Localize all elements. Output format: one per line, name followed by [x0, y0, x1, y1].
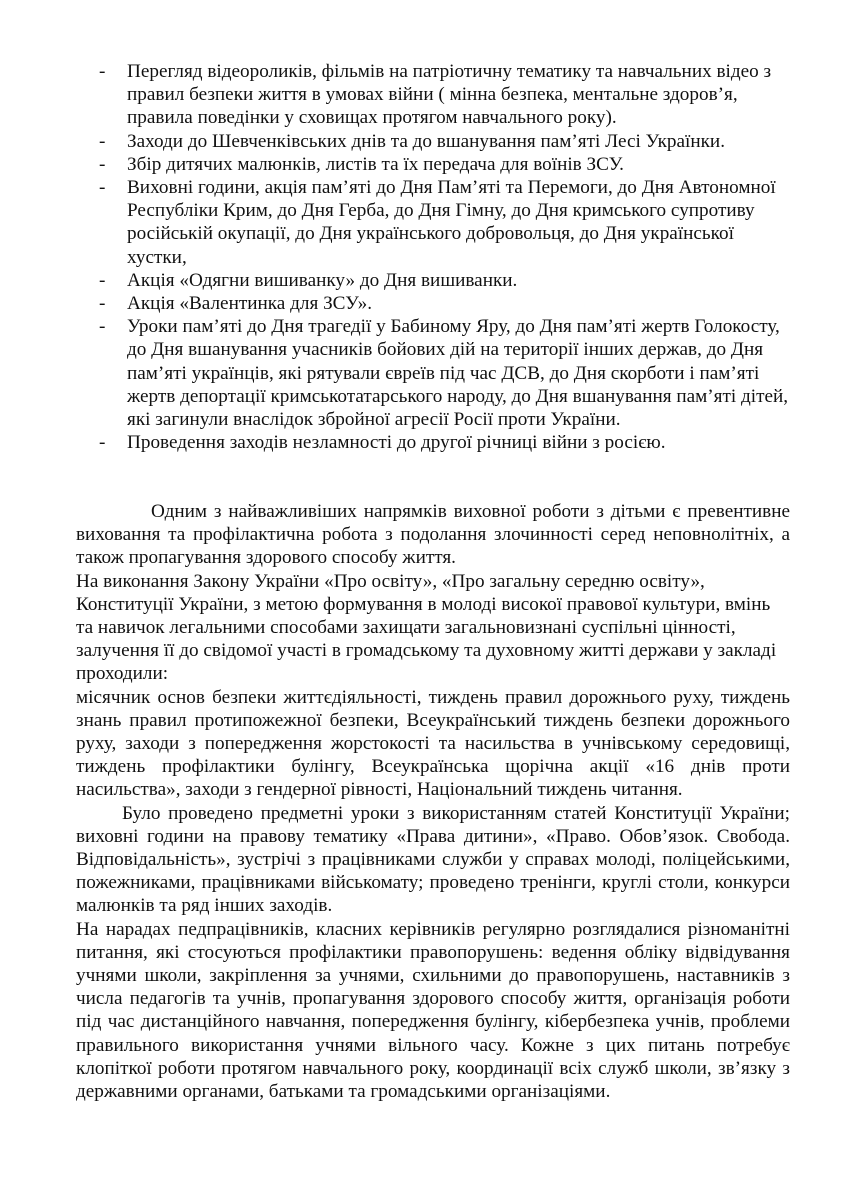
- bullet-item: [96, 153, 796, 176]
- paragraph-legal-basis: На виконання Закону України «Про освіту», «Про загальну середню освіту», Конституції України, з метою формування в молоді високої правової культури, вмінь та навичок легальними способами захищати загальновизнані суспільні цінності, залучення її до свідомої участі в громадському та духовному житті держави у закладі проходили:: [76, 570, 777, 685]
- dash-bullet-icon: -: [99, 316, 106, 338]
- dash-bullet-icon: -: [99, 269, 106, 291]
- dash-bullet-icon: -: [99, 293, 106, 315]
- paragraph-meetings: На нарадах педпрацівників, класних керівників регулярно розглядалися різноманітні питання, які стосуються профілактики правопорушень: ведення обліку відвідування учнями школи, закріплення за учнями, схильними до правопорушень, наставників з числа педагогів та учнів, пропагування здорового способу життя, організація роботи під час дистанційного навчання, попередження булінгу, кібербезпека учнів, проблеми правильного використання учнями вільного часу. Кожне з цих питань потребує клопіткої роботи протягом навчального року, координації всіх служб школи, зв’язку з державними органами, батьками та громадськими організаціями.: [76, 918, 790, 1103]
- bullet-text: Акція «Валентинка для ЗСУ».: [127, 293, 372, 315]
- dash-bullet-icon: -: [99, 61, 106, 82]
- activities-bullet-list: [96, 60, 796, 454]
- paragraph-events-list: місячник основ безпеки життєдіяльності, тиждень правил дорожнього руху, тиждень знань правил протипожежної безпеки, Всеукраїнський тиждень безпеки дорожнього руху, заходи з попередження жорстокості та насильства в учнівському середовищі, тиждень профілактики булінгу, Всеукраїнська щорічна акції «16 днів проти насильства», заходи з гендерної рівності, Національний тиждень читання.: [76, 686, 790, 801]
- bullet-text: Заходи до Шевченківських днів та до вшанування пам’яті Лесі Українки.: [127, 130, 725, 152]
- body-text: [76, 500, 790, 1103]
- bullet-item: [96, 60, 796, 130]
- bullet-text: Збір дитячих малюнків, листів та їх передача для воїнів ЗСУ.: [127, 153, 624, 175]
- paragraph-lessons: Було проведено предметні уроки з використанням статей Конституції України; виховні години на правову тематику «Права дитини», «Право. Обов’язок. Свобода. Відповідальність», зустрічі з працівниками служби у справах молоді, поліцейськими, пожежниками, працівниками військомату; проведено тренінги, круглі столи, конкурси малюнків та ряд інших заходів.: [76, 802, 790, 917]
- dash-bullet-icon: -: [99, 153, 106, 175]
- bullet-item: [96, 269, 796, 292]
- bullet-text: Проведення заходів незламності до другої річниці війни з росією.: [127, 432, 666, 454]
- paragraph-prevention: Одним з найважливіших напрямків виховної роботи з дітьми є превентивне виховання та профілактична робота з подолання злочинності серед неповнолітніх, а також пропагування здорового способу життя.: [76, 501, 790, 569]
- dash-bullet-icon: -: [99, 432, 106, 454]
- bullet-item: [96, 431, 796, 454]
- bullet-item: [96, 315, 796, 431]
- bullet-item: [96, 130, 796, 153]
- bullet-text: Виховні години, акція пам’яті до Дня Пам’яті та Перемоги, до Дня Автономної Республіки Крим, до Дня Герба, до Дня Гімну, до Дня кримського супротиву російській окупації, до Дня українського добровольця, до Дня української хустки,: [127, 177, 776, 268]
- bullet-text: Перегляд відеороликів, фільмів на патріотичну тематику та навчальних відео з правил безпеки життя в умовах війни ( мінна безпека, ментальне здоров’я, правила поведінки у сховищах протягом навчального року).: [127, 61, 772, 129]
- dash-bullet-icon: -: [99, 177, 106, 199]
- bullet-item: [96, 292, 796, 315]
- bullet-item: [96, 176, 796, 269]
- dash-bullet-icon: -: [99, 130, 106, 152]
- bullet-text: Акція «Одягни вишиванку» до Дня вишиванки.: [127, 269, 518, 291]
- bullet-text: Уроки пам’яті до Дня трагедії у Бабиному Яру, до Дня пам’яті жертв Голокосту, до Дня вшанування учасників бойових дій на території інших держав, до Дня пам’яті українців, які рятували євреїв під час ДСВ, до Дня скорботи і пам’яті жертв депортації кримськотатарського народу, до Дня вшанування пам’яті дітей, які загинули внаслідок збройної агресії Росії проти України.: [127, 316, 789, 431]
